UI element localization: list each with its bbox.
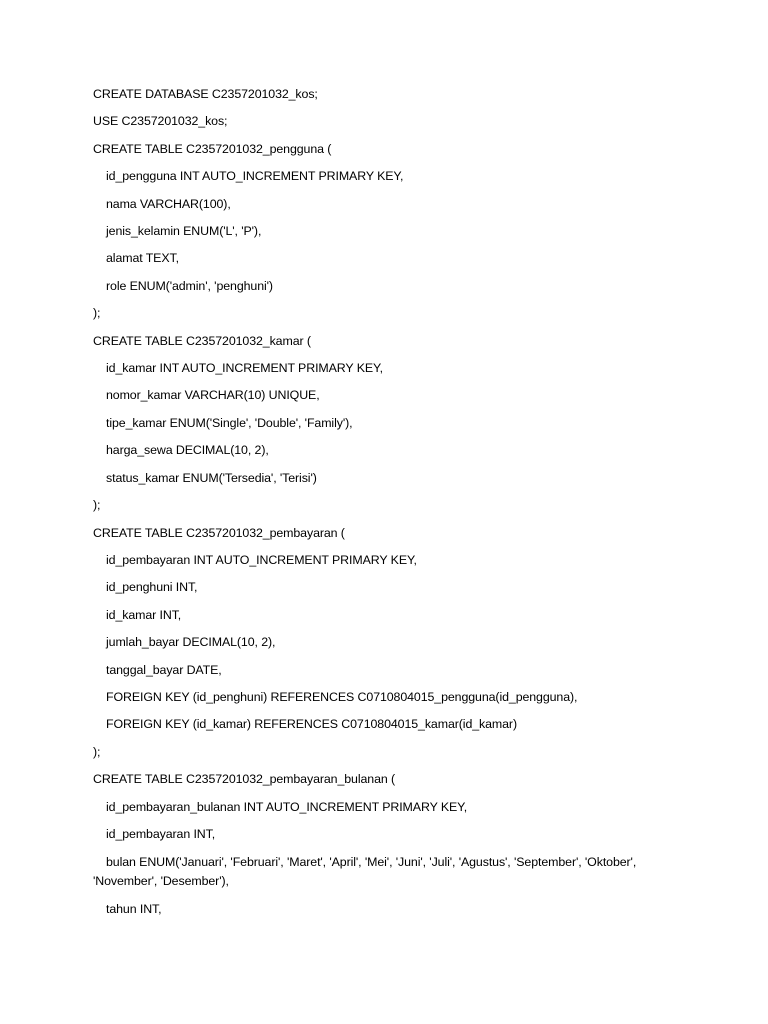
sql-line: harga_sewa DECIMAL(10, 2), [106, 443, 269, 458]
sql-line: CREATE TABLE C2357201032_pembayaran_bulanan ( [93, 772, 396, 787]
sql-line: alamat TEXT, [106, 251, 179, 266]
sql-line: CREATE TABLE C2357201032_pengguna ( [93, 141, 332, 156]
sql-line: nama VARCHAR(100), [106, 196, 231, 211]
sql-line: tanggal_bayar DATE, [106, 662, 222, 677]
sql-line: id_penghuni INT, [106, 580, 198, 595]
sql-line: id_pembayaran_bulanan INT AUTO_INCREMENT PRIMARY KEY, [106, 799, 468, 814]
sql-line: bulan ENUM('Januari', 'Februari', 'Maret', 'April', 'Mei', 'Juni', 'Juli', 'Agustus', 'September', 'Oktober', 'November', 'Desember'), [93, 855, 640, 888]
sql-line: ); [93, 306, 101, 321]
sql-line: CREATE TABLE C2357201032_kamar ( [93, 333, 311, 348]
sql-line: ); [93, 744, 101, 759]
sql-line: role ENUM('admin', 'penghuni') [106, 278, 273, 293]
sql-line: jenis_kelamin ENUM('L', 'P'), [106, 224, 262, 239]
sql-line: USE C2357201032_kos; [93, 114, 228, 129]
sql-line: jumlah_bayar DECIMAL(10, 2), [106, 635, 276, 650]
sql-line: CREATE TABLE C2357201032_pembayaran ( [93, 525, 345, 540]
sql-line: id_pembayaran INT, [106, 826, 216, 841]
sql-line: id_pembayaran INT AUTO_INCREMENT PRIMARY KEY, [106, 552, 417, 567]
sql-line: id_kamar INT, [106, 607, 182, 622]
sql-line: FOREIGN KEY (id_kamar) REFERENCES C0710804015_kamar(id_kamar) [106, 717, 517, 732]
sql-line: nomor_kamar VARCHAR(10) UNIQUE, [106, 388, 320, 403]
sql-line: tipe_kamar ENUM('Single', 'Double', 'Family'), [106, 415, 353, 430]
sql-line: FOREIGN KEY (id_penghuni) REFERENCES C0710804015_pengguna(id_pengguna), [106, 689, 578, 704]
sql-line: id_kamar INT AUTO_INCREMENT PRIMARY KEY, [106, 361, 383, 376]
sql-code-content [93, 86, 683, 928]
sql-line: CREATE DATABASE C2357201032_kos; [93, 87, 318, 101]
sql-line: tahun INT, [106, 901, 162, 916]
sql-line: id_pengguna INT AUTO_INCREMENT PRIMARY KEY, [106, 169, 404, 184]
sql-line: ); [93, 498, 101, 513]
sql-line: status_kamar ENUM('Tersedia', 'Terisi') [106, 470, 317, 485]
